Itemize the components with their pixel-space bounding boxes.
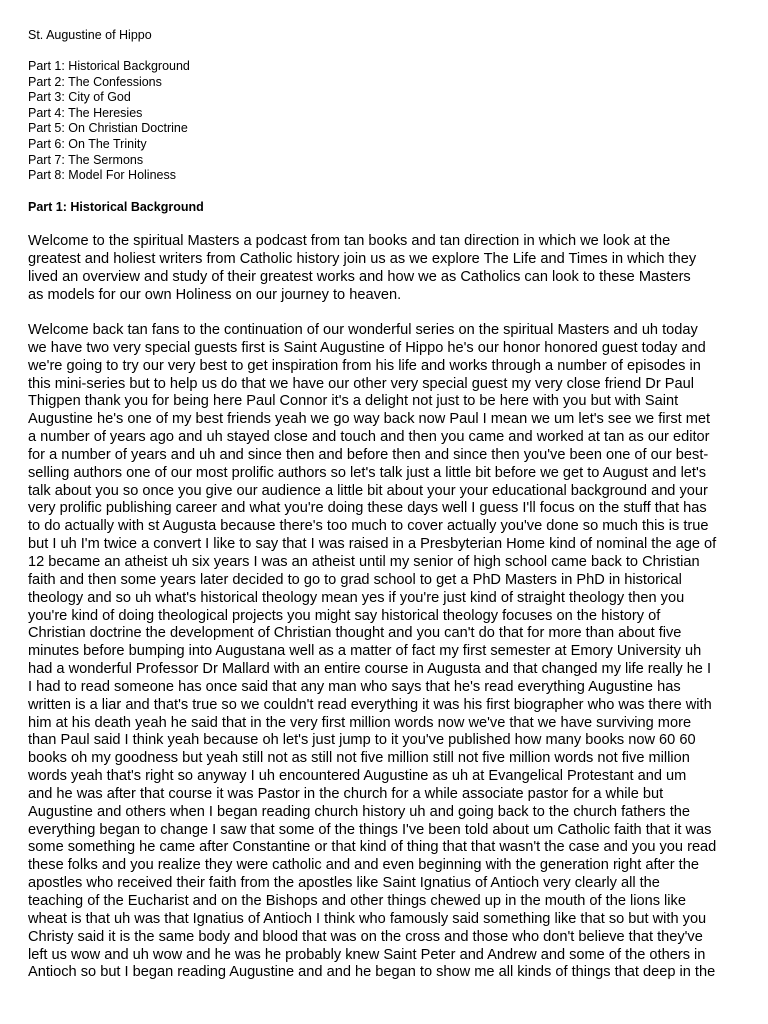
toc-item: Part 6: On The Trinity (28, 136, 147, 151)
text-line: lived an overview and study of their greatest works and how we as Catholics can look to these Masters (28, 268, 691, 285)
text-line: Welcome to the spiritual Masters a podcast from tan books and tan direction in which we look at the (28, 233, 671, 249)
text-line: we're going to try our very best to get inspiration from his life and works through a number of episodes in (28, 357, 701, 374)
text-line: some something he came after Constantine or that kind of thing that that wasn't the case and you you read (28, 839, 717, 856)
text-line: to do actually with st Augusta because there's too much to cover actually you've done so much this is true (28, 518, 709, 535)
text-line: than Paul said I think yeah because oh let's just jump to it you've published how many books now 60 60 (28, 732, 696, 749)
toc-item: Part 2: The Confessions (28, 74, 162, 89)
text-line: him at his death yeah he said that in the very first million words now we've that we have surviving more (28, 714, 692, 731)
text-line: apostles who received their faith from the apostles like Saint Ignatius of Antioch very clearly all the (28, 875, 660, 892)
text-line: we have two very special guests first is Saint Augustine of Hippo he's our honor honored guest today and (28, 339, 706, 356)
toc-item: Part 8: Model For Holiness (28, 168, 176, 183)
text-line: talk about you so once you give our audience a little bit about your your educational background and your (28, 482, 708, 499)
toc-item: Part 3: City of God (28, 90, 131, 105)
text-line: written is a liar and that's true so we couldn't read everything it was his first biographer who was there with (28, 696, 712, 713)
toc-item: Part 1: Historical Background (28, 59, 190, 73)
text-line: Augustine he's one of my best friends yeah we go way back now Paul I mean we um let's see we first met (28, 411, 711, 428)
text-line: for a number of years and uh and since then and before then and since then you've been one of our best- (28, 446, 709, 463)
text-line: minutes before bumping into Augustana well as a matter of fact my first semester at Emory University uh (28, 643, 702, 660)
text-line: had a wonderful Professor Dr Mallard with an entire course in Augusta and that changed my life really he I (28, 661, 712, 678)
text-line: but I uh I'm twice a convert I like to say that I was raised in a Presbyterian Home kind of nominal the age of (28, 536, 717, 553)
text-line: 12 became an atheist uh six years I was an atheist until my senior of high school came back to Christian (28, 553, 700, 570)
text-line: this mini-series but to help us do that we have our other very special guest my very close friend Dr Paul (28, 375, 694, 392)
text-line: as models for our own Holiness on our journey to heaven. (28, 286, 402, 303)
body-paragraph (28, 322, 716, 982)
text-line: Antioch so but I began reading Augustine and and he began to show me all kinds of things that deep in the (28, 964, 716, 981)
text-line: left us wow and uh wow and he was he probably knew Saint Peter and Andrew and some of the others in (28, 946, 706, 963)
text-line: these folks and you realize they were catholic and and even beginning with the generation right after the (28, 857, 699, 874)
text-line: greatest and holiest writers from Catholic history join us as we explore The Life and Times in which they (28, 250, 697, 267)
text-line: selling authors one of our most prolific authors so let's talk just a little bit before we get to August and let's (28, 464, 707, 481)
text-line: theology and so uh what's historical theology mean yes if you're just kind of straight theology then you (28, 589, 685, 606)
text-line: Thigpen thank you for being here Paul Connor it's a delight not just to be here with you but with Saint (28, 393, 679, 410)
text-line: teaching of the Eucharist and on the Bishops and other things chewed up in the mouth of the lions like (28, 893, 686, 909)
text-line: very prolific publishing career and what you're doing these days well I guess I'll focus on the stuff that has (28, 500, 707, 517)
text-line: and he was after that course it was Pastor in the church for a while associate pastor for a while but (28, 785, 664, 802)
text-line: I had to read someone has once said that any man who says that he's read everything Augustine has (28, 678, 681, 695)
intro-paragraph (28, 233, 696, 304)
text-line: faith and then some years later decided to go to grad school to get a PhD Masters in PhD in historical (28, 571, 682, 588)
toc-item: Part 5: On Christian Doctrine (28, 121, 188, 136)
text-line: Welcome back tan fans to the continuation of our wonderful series on the spiritual Masters and uh today (28, 322, 698, 338)
text-line: words yeah that's right so anyway I uh encountered Augustine as uh at Evangelical Protestant and um (28, 768, 687, 785)
table-of-contents (28, 59, 190, 184)
text-line: Augustine and others when I began reading church history uh and going back to the church fathers the (28, 803, 691, 820)
toc-item: Part 7: The Sermons (28, 152, 144, 167)
document-title: St. Augustine of Hippo (28, 28, 152, 42)
text-line: wheat is that uh was that Ignatius of Antioch I think who famously said something like that so but with you (28, 910, 707, 927)
text-line: books oh my goodness but yeah still not as still not five million still not five million words not five million (28, 750, 690, 767)
text-line: everything began to change I saw that some of the things I've been told about um Catholic faith that it was (28, 821, 712, 838)
text-line: Christy said it is the same body and blood that was on the cross and those who don't believe that they've (28, 928, 703, 945)
toc-item: Part 4: The Heresies (28, 105, 143, 120)
text-line: Christian doctrine the development of Christian thought and you can't do that for more than about five (28, 625, 682, 642)
text-line: you're kind of doing theological projects you might say historical theology focuses on the history of (28, 607, 661, 624)
section-heading: Part 1: Historical Background (28, 200, 204, 214)
text-line: a number of years ago and uh stayed close and touch and then you came and worked at tan as our editor (28, 429, 710, 446)
